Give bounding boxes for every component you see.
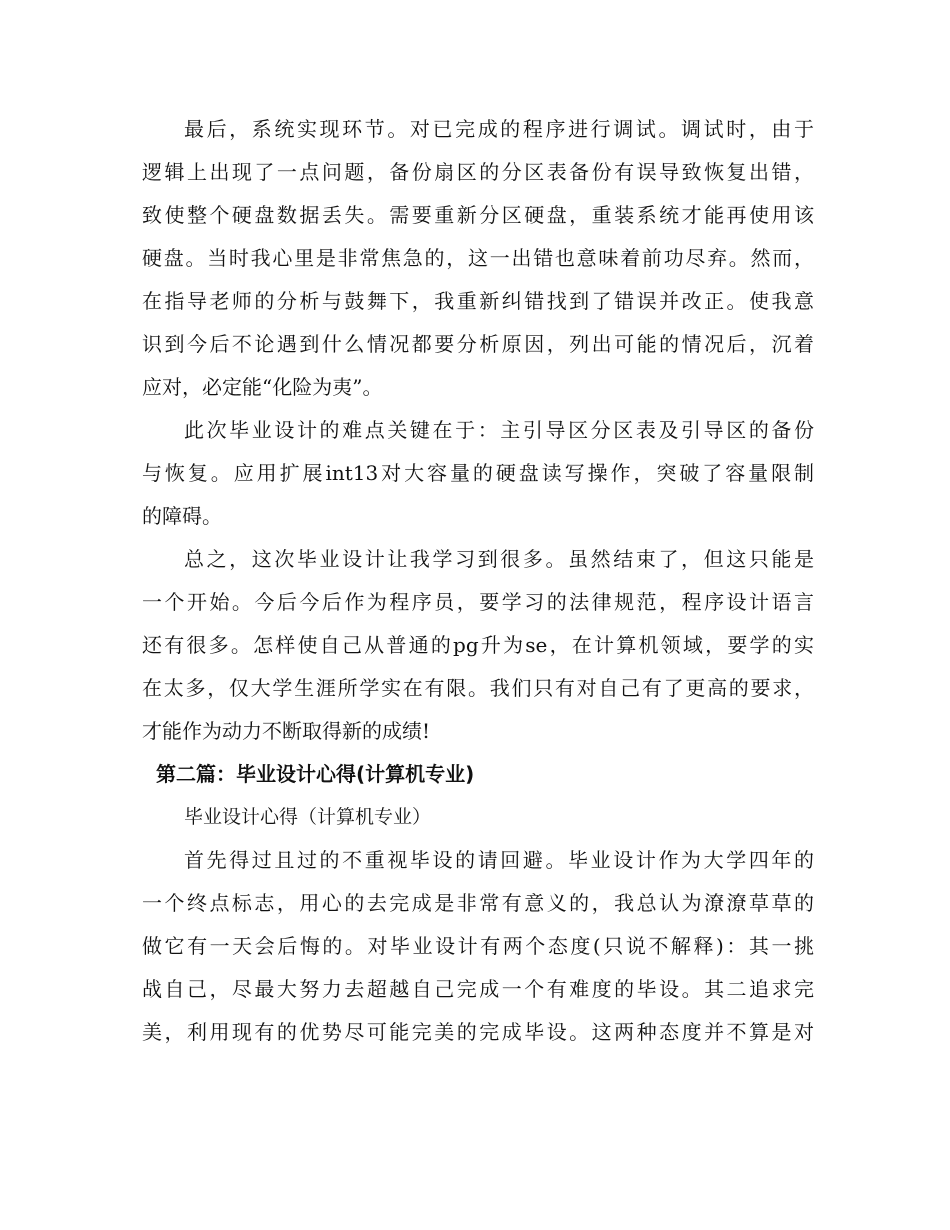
paragraph-difficulty: [142, 409, 814, 538]
text-line: 与恢复。应用扩展int13对大容量的硬盘读写操作，突破了容量限制: [142, 461, 814, 485]
text-line: 美，利用现有的优势尽可能完美的完成毕设。这两种态度并不算是对: [142, 1020, 814, 1044]
section-subtitle: 毕业设计心得（计算机专业）: [184, 806, 432, 828]
text-line: 最后，系统实现环节。对已完成的程序进行调试。调试时，由于: [184, 117, 814, 141]
document-page: [142, 108, 814, 1054]
text-line: 识到今后不论遇到什么情况都要分析原因，列出可能的情况后，沉着: [142, 332, 814, 356]
text-line: 一个终点标志，用心的去完成是非常有意义的，我总认为潦潦草草的: [142, 891, 814, 915]
text-line: 还有很多。怎样使自己从普通的pg升为se，在计算机领域，要学的实: [142, 633, 814, 657]
text-line: 硬盘。当时我心里是非常焦急的，这一出错也意味着前功尽弃。然而，: [142, 246, 814, 270]
text-line: 的障碍。: [142, 504, 222, 528]
text-line: 一个开始。今后今后作为程序员，要学习的法律规范，程序设计语言: [142, 590, 814, 614]
section-heading: 第二篇：毕业设计心得(计算机专业): [156, 762, 475, 786]
text-line: 总之，这次毕业设计让我学习到很多。虽然结束了，但这只能是: [184, 547, 814, 571]
paragraph-intro: [142, 839, 814, 1054]
text-line: 做它有一天会后悔的。对毕业设计有两个态度(只说不解释)：其一挑: [142, 934, 814, 958]
text-line: 战自己，尽最大努力去超越自己完成一个有难度的毕设。其二追求完: [142, 977, 814, 1001]
text-line: 应对，必定能“化险为夷”。: [142, 375, 383, 399]
paragraph-system-implementation: [142, 108, 814, 409]
text-line: 才能作为动力不断取得新的成绩!: [142, 719, 431, 743]
text-line: 在太多，仅大学生涯所学实在有限。我们只有对自己有了更高的要求，: [142, 676, 814, 700]
paragraph-conclusion: [142, 538, 814, 753]
text-line: 首先得过且过的不重视毕设的请回避。毕业设计作为大学四年的: [184, 848, 814, 872]
text-line: 致使整个硬盘数据丢失。需要重新分区硬盘，重装系统才能再使用该: [142, 203, 814, 227]
text-line: 此次毕业设计的难点关键在于：主引导区分区表及引导区的备份: [184, 418, 814, 442]
text-line: 逻辑上出现了一点问题，备份扇区的分区表备份有误导致恢复出错，: [142, 160, 814, 184]
text-line: 在指导老师的分析与鼓舞下，我重新纠错找到了错误并改正。使我意: [142, 289, 814, 313]
